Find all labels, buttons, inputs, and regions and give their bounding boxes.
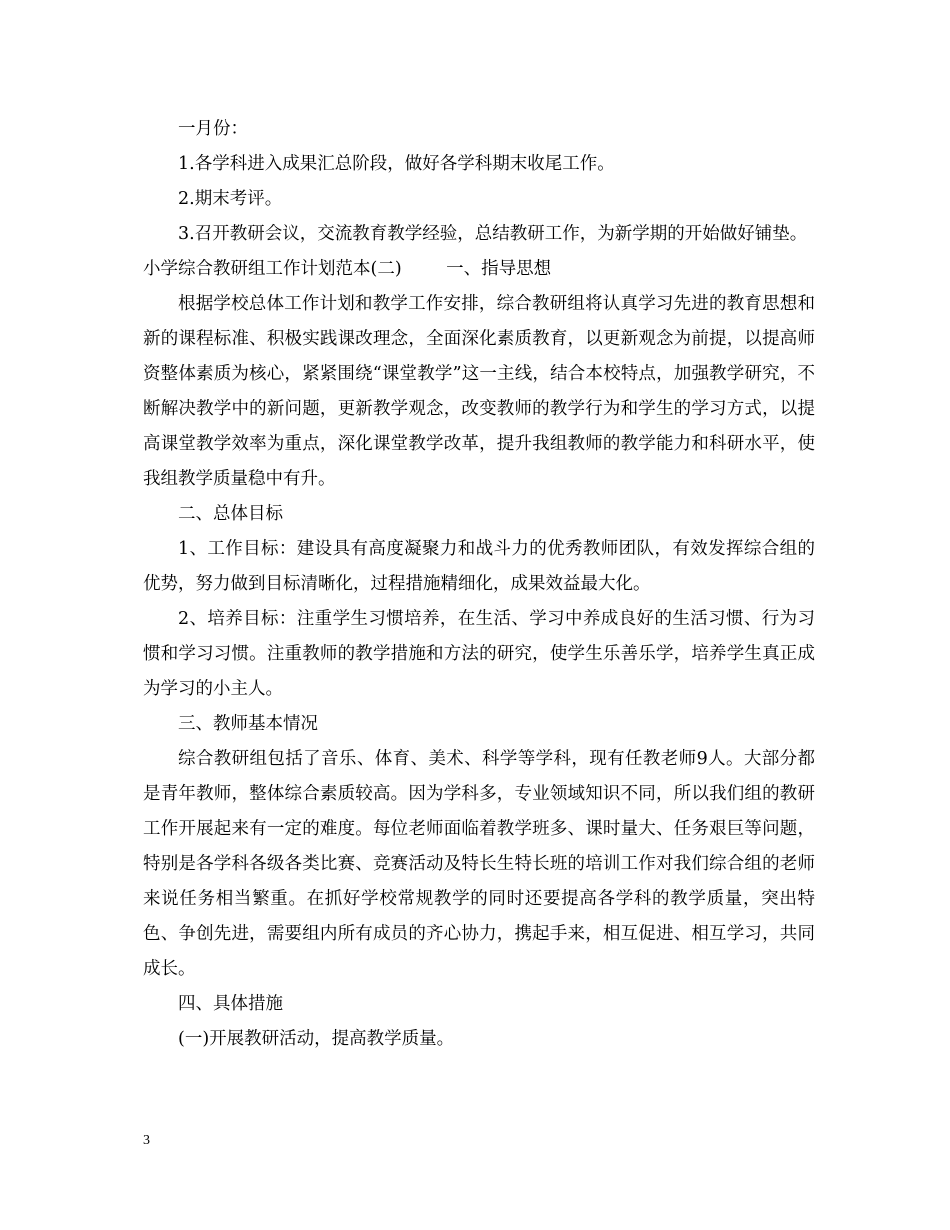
paragraph-guiding-ideology: 根据学校总体工作计划和教学工作安排，综合教研组将认真学习先进的教育思想和新的课程标准、积极实践课改理念，全面深化素质教育，以更新观念为前提，以提高师资整体素质为核心，紧紧围绕“课堂教学”这一主线，结合本校特点，加强教学研究，不断解决教学中的新问题，更新教学观念，改变教师的教学行为和学生的学习方式，以提高课堂教学效率为重点，深化课堂教学改革，提升我组教师的教学能力和科研水平，使我组教学质量稳中有升。	[143, 294, 815, 489]
heading-specific-measures: 四、具体措施	[178, 994, 283, 1014]
paragraph-work-goal: 1、工作目标：建设具有高度凝聚力和战斗力的优秀教师团队，有效发挥综合组的优势，努力做到目标清晰化，过程措施精细化，成果效益最大化。	[143, 539, 815, 594]
heading-overall-goals: 二、总体目标	[178, 504, 283, 524]
page-number: 3	[143, 1133, 150, 1148]
document-page	[143, 112, 815, 1057]
paragraph-item-3: 3.召开教研会议，交流教育教学经验，总结教研工作，为新学期的开始做好铺垫。	[178, 224, 808, 244]
paragraph-item-2: 2.期末考评。	[178, 189, 283, 209]
section-title-guiding-ideology: 小学综合教研组工作计划范本(二) 一、指导思想	[143, 259, 552, 279]
paragraph-training-goal: 2、培养目标：注重学生习惯培养，在生活、学习中养成良好的生活习惯、行为习惯和学习习惯。注重教师的教学措施和方法的研究，使学生乐善乐学，培养学生真正成为学习的小主人。	[143, 609, 815, 699]
paragraph-measure-1: (一)开展教研活动，提高教学质量。	[178, 1029, 455, 1049]
paragraph-teacher-situation: 综合教研组包括了音乐、体育、美术、科学等学科，现有任教老师9人。大部分都是青年教师，整体综合素质较高。因为学科多，专业领域知识不同，所以我们组的教研工作开展起来有一定的难度。每位老师面临着教学班多、课时量大、任务艰巨等问题，特别是各学科各级各类比赛、竞赛活动及特长生特长班的培训工作对我们综合组的老师来说任务相当繁重。在抓好学校常规教学的同时还要提高各学科的教学质量，突出特色、争创先进，需要组内所有成员的齐心协力，携起手来，相互促进、相互学习，共同成长。	[143, 749, 815, 979]
heading-teacher-situation: 三、教师基本情况	[178, 714, 318, 734]
paragraph-january: 一月份：	[178, 119, 248, 139]
paragraph-item-1: 1.各学科进入成果汇总阶段，做好各学科期末收尾工作。	[178, 154, 615, 174]
